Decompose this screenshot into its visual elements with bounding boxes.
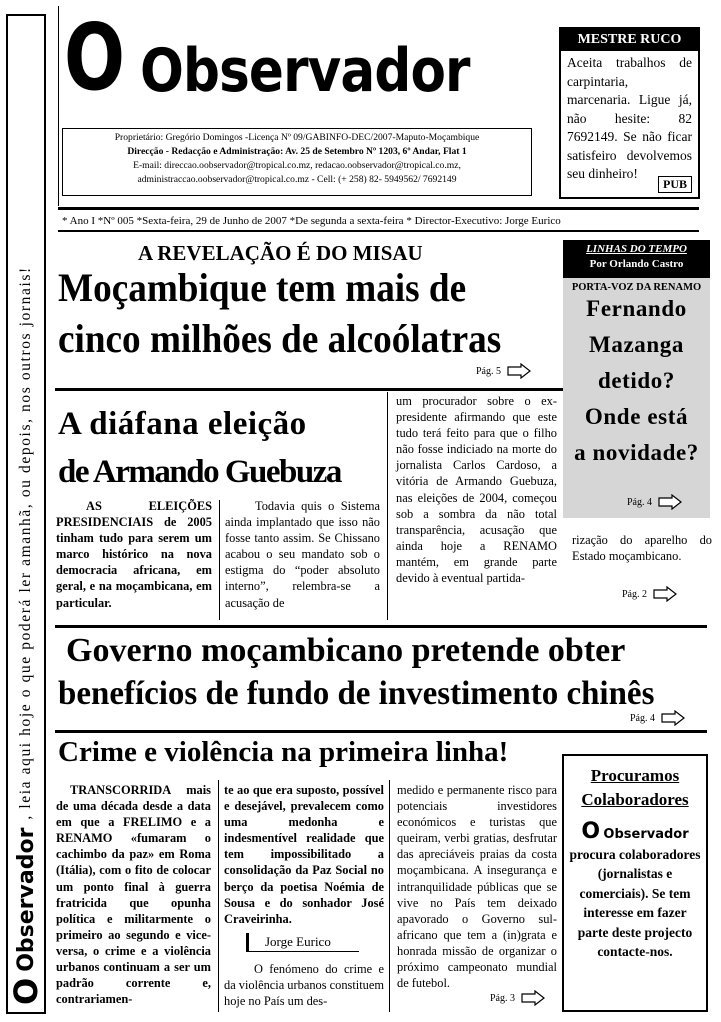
linhas-headline-line: Fernando	[586, 296, 687, 321]
masthead-title: Observador	[140, 36, 470, 106]
arrow-right-icon	[507, 363, 531, 379]
procuramos-title-line2: Colaboradores	[581, 790, 689, 809]
procuramos-logo-o: O	[581, 819, 601, 844]
crime-col3: medido e permanente risco para potenciais investidores económicos e turistas que queiram, verbi gratias, desfrutar das apreciáveis praias da costa moçambicana. A insegurança e intranquilidade públicas que se vive no País tem deixado apavorado o Governo sul-africano que tem a (in)grata e honrada missão de organizar o próximo campeonato mundial de futebol.	[397, 783, 557, 991]
linhas-headline-line: Onde está	[584, 404, 689, 429]
rule	[58, 230, 699, 232]
rule	[55, 625, 707, 628]
crime-page-ref[interactable]	[490, 990, 545, 1006]
page-label: Pág. 5	[476, 365, 501, 377]
linhas-headline-line: detido?	[597, 368, 676, 393]
lead-page-ref[interactable]	[476, 363, 531, 379]
procuramos-text: procura colaboradores (jornalistas e comerciais). Se tem interesse em fazer parte deste projecto contacte-nos.	[569, 846, 701, 959]
crime-headline: Crime e violência na primeira linha!	[58, 736, 509, 768]
arrow-right-icon	[661, 710, 685, 726]
procuramos-colaboradores-box	[562, 754, 708, 1012]
guebuza-headline-line2: de Armando Guebuza	[58, 454, 341, 490]
guebuza-col2: Todavia quis o Sistema ainda implantado que isso não fosse tanto assim. Se Chissano acabou o seu mandato sob o estigma do “poder absoluto interno”, relembra-se a acusação de	[225, 499, 380, 610]
fund-headline-line1: Governo moçambicano pretende obter	[66, 632, 626, 669]
rule	[58, 207, 699, 210]
guebuza-col1: AS ELEIÇÕES PRESIDENCIAIS de 2005 tinham tudo para serem um marco histórico na nova democracia africana, em geral, e na moçambicana, em particular.	[56, 499, 212, 610]
classified-ad	[559, 27, 700, 199]
ad-title: MESTRE RUCO	[561, 29, 698, 51]
page-label: Pág. 3	[490, 992, 515, 1004]
column-divider	[387, 392, 388, 620]
column-divider	[389, 780, 390, 1012]
side-logo-o: O	[7, 977, 45, 1005]
lead-headline-line2: cinco milhões de alcoólatras	[58, 316, 502, 361]
ad-badge: PUB	[658, 176, 692, 193]
crime-byline	[246, 933, 359, 952]
publisher-info	[62, 128, 532, 196]
crime-col2a: te ao que era suposto, possível e desejável, prevalecem como uma medonha e indesmentível realidade que tem impossibilitado a consolidação da Paz Social no berço da poetisa Noémia de Sousa e do sonhador José Craveirinha.	[224, 783, 384, 926]
side-banner	[6, 14, 46, 1014]
crime-author: Jorge Eurico	[265, 934, 331, 949]
dateline: * Ano I *Nº 005 *Sexta-feira, 29 de Junho de 2007 *De segunda a sexta-feira * Director-Executivo: Jorge Eurico	[62, 215, 561, 227]
linhas-headline-line: a novidade?	[574, 440, 699, 465]
linhas-title: LINHAS DO TEMPO	[586, 243, 687, 255]
linhas-page-ref[interactable]	[627, 494, 682, 510]
ad-text: Aceita trabalhos de carpintaria, marcenaria. Ligue já, não hesite: 82 7692149. Se não ficar satisfeiro devolvemos seu dinheiro!	[567, 55, 692, 181]
rule	[55, 388, 563, 391]
procuramos-logo-text: Observador	[603, 827, 689, 842]
arrow-right-icon	[653, 586, 677, 602]
guebuza-headline-line1: A diáfana eleição	[58, 406, 307, 442]
column-divider	[218, 780, 219, 1012]
fund-headline-line2: benefícios de fundo de investimento chinês	[58, 675, 655, 712]
info-line: E-mail: direccao.oobservador@tropical.co.mz, redacao.oobservador@tropical.co.mz,	[133, 160, 461, 171]
guebuza-col4: rização do aparelho do Estado moçambicano.	[572, 533, 712, 564]
crime-col1: TRANSCORRIDA mais de uma década desde a data em que a FRELIMO e a RENAMO «fumaram o cachimbo da paz» em Roma (Itália), com o fito de colocar um ponto final à guerra fratricida que opunha política e militarmente o primeiro ao segundo e vice-versa, o crime e a violência urbanos continuam a ser um padrão corrente e, contrariamen-	[56, 783, 211, 1007]
info-line: administraccao.oobservador@tropical.co.mz - Cell: (+ 258) 82- 5949562/ 7692149	[137, 174, 457, 185]
procuramos-title-line1: Procuramos	[590, 766, 680, 785]
side-logo-text: Observador	[13, 827, 39, 972]
guebuza-col3: um procurador sobre o ex-presidente afirmando que este tudo terá feito para que o filho não fosse indiciado na morte do jornalista Carlos Cardoso, a vitória de Armando Guebuza, nas eleições de 2004, começou sob a sombra da não total transparência, acusação que ainda hoje a RENAMO mantém, em grande parte devido à eventual partida-	[396, 394, 557, 586]
linhas-kicker: PORTA-VOZ DA RENAMO	[571, 282, 702, 293]
column-divider	[219, 500, 220, 620]
page-label: Pág. 4	[627, 496, 652, 508]
masthead-divider	[58, 6, 59, 206]
fund-page-ref[interactable]	[630, 710, 685, 726]
linhas-headline-line: Mazanga	[589, 332, 684, 357]
info-line: Direcção - Redacção e Administração: Av. 25 de Setembro Nº 1203, 6º Andar, Flat 1	[127, 146, 467, 157]
linhas-author: Por Orlando Castro	[589, 258, 684, 270]
lead-headline-line1: Moçambique tem mais de	[58, 265, 467, 310]
masthead-logo-o: O	[64, 4, 126, 111]
crime-col2b: O fenómeno do crime e da violência urbanos constituem hoje no País um des-	[224, 962, 385, 1009]
lead-kicker: A REVELAÇÃO É DO MISAU	[138, 241, 423, 265]
page-label: Pág. 4	[630, 712, 655, 724]
page-label: Pág. 2	[622, 588, 647, 600]
linhas-headline	[563, 291, 710, 471]
arrow-right-icon	[658, 494, 682, 510]
side-slogan: , leia aqui hoje o que poderá ler amanhã, ou depois, nos outros jornais!	[17, 266, 34, 820]
linhas-header	[563, 240, 710, 278]
info-line: Proprietário: Gregório Domingos -Licença Nº 09/GABINFO-DEC/2007-Maputo-Moçambique	[114, 132, 480, 143]
guebuza-page-ref[interactable]	[622, 586, 677, 602]
linhas-do-tempo-box	[563, 240, 710, 518]
procuramos-body	[564, 812, 706, 962]
arrow-right-icon	[521, 990, 545, 1006]
